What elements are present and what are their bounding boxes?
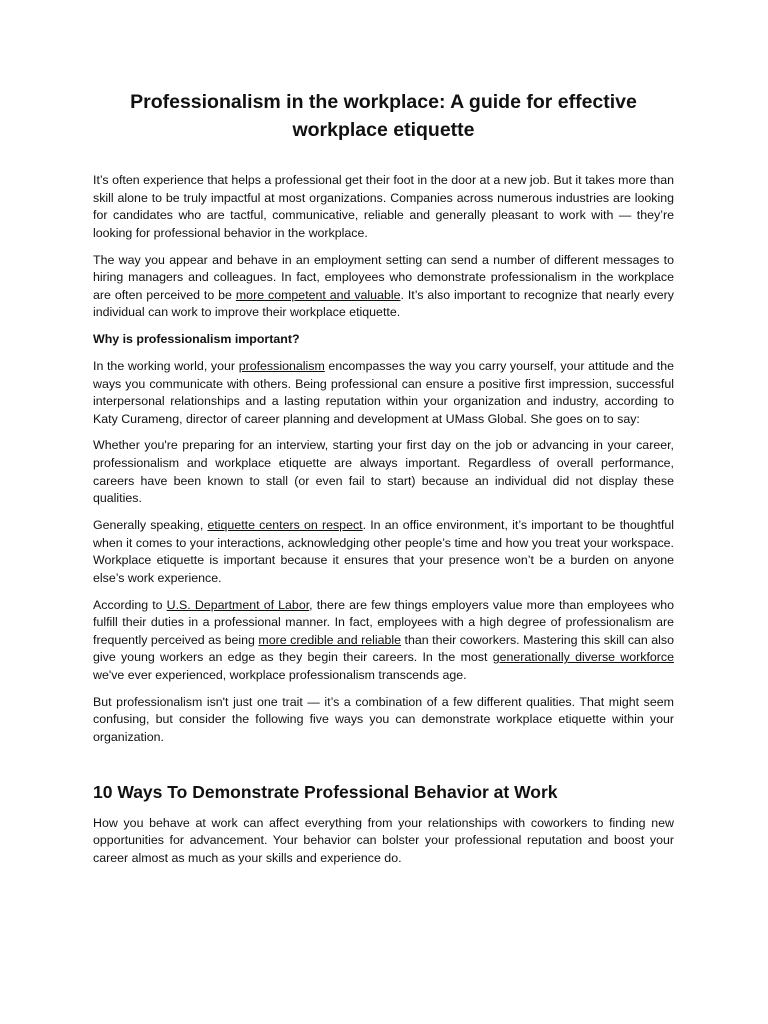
link-more-competent-and-valuable[interactable]: more competent and valuable [235, 287, 401, 302]
section-heading-10-ways: 10 Ways To Demonstrate Professional Behavior at Work [93, 781, 558, 802]
text-run: According to [93, 597, 167, 612]
paragraph-behavior: How you behave at work can affect everything from your relationships with coworkers to finding new opportunities for advancement. Your behavior can bolster your professional reputation and boost your career almost as much as your skills and experience do. [93, 815, 674, 865]
text-run: encompasses the way you carry yourself, your attitude and the ways you communicate with others. Being professional can ensure a positive first impression, successful interpersonal relationships and a lasting reputation within your organization and industry, according to Katy Curameng, director of career planning and development at UMass Global. She goes on to say: [93, 358, 675, 426]
paragraph-quote: Whether you're preparing for an interview, starting your first day on the job or advancing in your career, professionalism and workplace etiquette are always important. Regardless of overall performance, careers have been known to stall (or even fail to start) because an individual did not display these qualities. [93, 438, 674, 506]
link-professionalism[interactable]: professionalism [238, 358, 325, 373]
text-run: In the working world, your [93, 358, 239, 373]
subheading-why-professionalism: Why is professionalism important? [93, 332, 300, 347]
text-run: we've ever experienced, workplace professionalism transcends age. [93, 667, 467, 682]
paragraph-department-of-labor [93, 597, 674, 685]
link-more-credible-and-reliable[interactable]: more credible and reliable [258, 632, 402, 647]
paragraph-professionalism-definition [93, 358, 674, 428]
text-run: , there are few things employers value more than employees who fulfill their duties in a professional manner. In fact, employees with a high degree of professionalism are frequently perceived as being [93, 597, 674, 647]
link-us-department-of-labor[interactable]: U.S. Department of Labor [166, 597, 310, 612]
paragraph-etiquette [93, 517, 674, 587]
paragraph-five-ways: But professionalism isn't just one trait — it’s a combination of a few different qualities. That might seem confusing, but consider the following five ways you can demonstrate workplace etiquette within your organization. [93, 694, 674, 744]
text-run: . It’s also important to recognize that nearly every individual can work to improve their workplace etiquette. [93, 287, 674, 320]
text-run: than their coworkers. Mastering this skill can also give young workers an edge as they begin their careers. In the most [93, 632, 674, 665]
text-run: Generally speaking, [93, 518, 208, 533]
link-etiquette-centers-on-respect[interactable]: etiquette centers on respect [207, 518, 363, 533]
text-run: . In an office environment, it’s important to be thoughtful when it comes to your interactions, acknowledging other people’s time and how you treat your workspace. Workplace etiquette is important because it ensures that your presence won’t be a burden on anyone else’s work experience. [93, 518, 674, 585]
link-generationally-diverse-workforce[interactable]: generationally diverse workforce [492, 650, 675, 665]
article-title: Professionalism in the workplace: A guide for effective workplace etiquette [130, 91, 637, 141]
text-run: The way you appear and behave in an employment setting can send a number of different messages to hiring managers and colleagues. In fact, employees who demonstrate professionalism in the workplace are often perceived to be [93, 252, 674, 302]
paragraph-appearance [93, 252, 674, 322]
paragraph-intro: It’s often experience that helps a professional get their foot in the door at a new job. But it takes more than skill alone to be truly impactful at most organizations. Companies across numerous industries are looking for candidates who are tactful, communicative, reliable and generally pleasant to work with — they’re looking for professional behavior in the workplace. [93, 173, 674, 240]
article-body [93, 88, 674, 877]
